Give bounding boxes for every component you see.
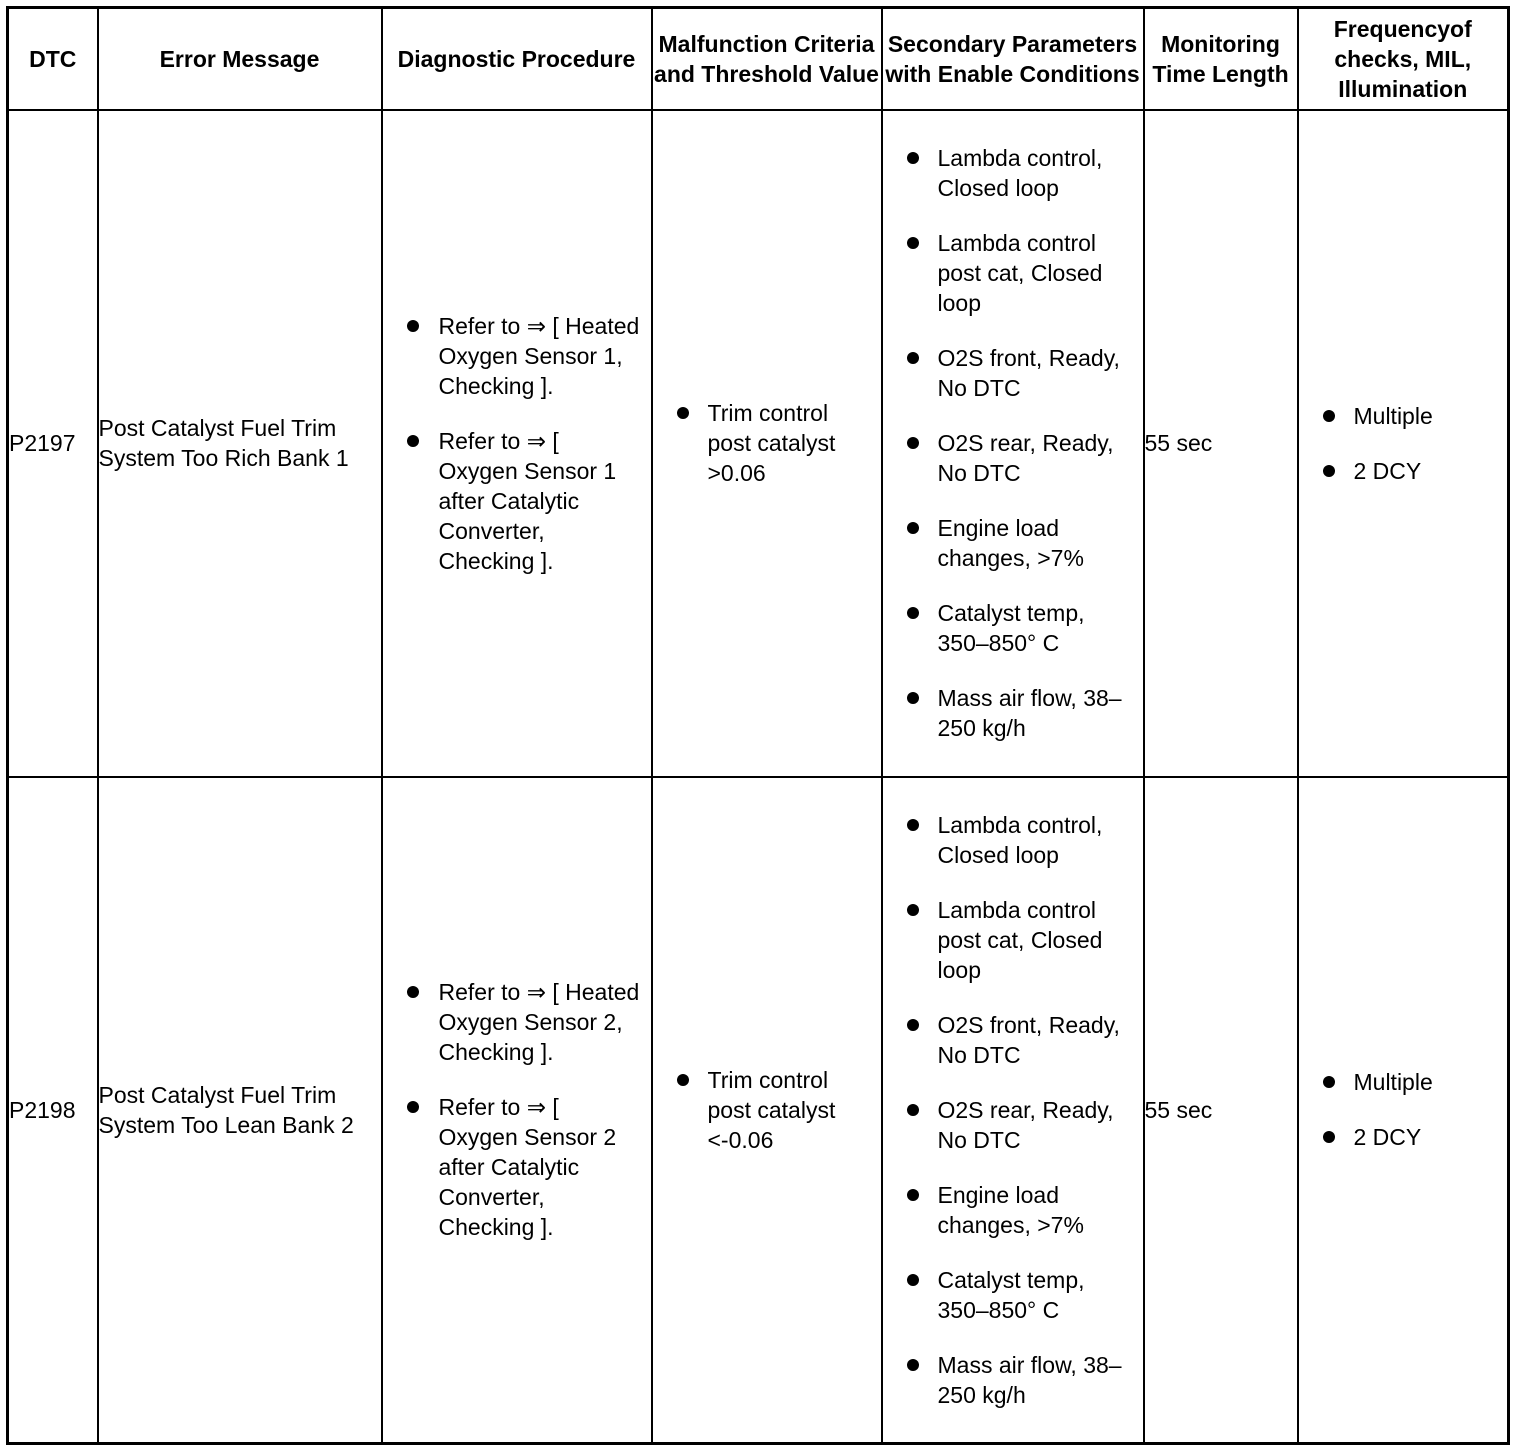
list-item xyxy=(1299,1067,1508,1097)
bullet-icon xyxy=(407,320,419,332)
bullet-icon xyxy=(1323,410,1335,422)
procedure-list xyxy=(383,977,651,1242)
frequency-text: 2 DCY xyxy=(1353,1124,1422,1151)
bullet-icon xyxy=(907,1019,919,1031)
secondary-text: Catalyst temp, 350–850° C xyxy=(937,1266,1085,1323)
list-item xyxy=(1299,1122,1508,1152)
bullet-icon xyxy=(907,437,919,449)
secondary-list xyxy=(883,143,1143,743)
list-item xyxy=(883,428,1143,488)
list-item xyxy=(883,1095,1143,1155)
secondary-text: Engine load changes, >7% xyxy=(937,1181,1084,1238)
secondary-text: Engine load changes, >7% xyxy=(937,515,1084,571)
secondary-text: O2S front, Ready, No DTC xyxy=(937,1011,1120,1068)
list-item xyxy=(883,683,1143,743)
procedure-text: Refer to ⇒ [ Oxygen Sensor 1 after Catalytic Converter, Checking ]. xyxy=(438,427,617,574)
frequency-text: Multiple xyxy=(1353,402,1433,429)
bullet-icon xyxy=(907,904,919,916)
secondary-text: Lambda control post cat, Closed loop xyxy=(937,230,1103,316)
list-item xyxy=(383,977,651,1067)
header-frequency: Frequencyof checks, MIL, Illumination xyxy=(1298,8,1509,110)
header-malfunction-criteria: Malfunction Criteria and Threshold Value xyxy=(652,8,882,110)
list-item xyxy=(883,343,1143,403)
list-item xyxy=(883,143,1143,203)
list-item xyxy=(383,426,651,576)
secondary-text: Catalyst temp, 350–850° C xyxy=(937,600,1085,656)
table-row xyxy=(8,110,1509,777)
header-row xyxy=(8,8,1509,110)
list-item xyxy=(1299,401,1508,431)
bullet-icon xyxy=(407,1101,419,1113)
monitoring-time: 55 sec xyxy=(1144,110,1298,777)
bullet-icon xyxy=(677,1074,689,1086)
list-item xyxy=(883,1350,1143,1410)
list-item xyxy=(653,398,881,488)
bullet-icon xyxy=(907,819,919,831)
bullet-icon xyxy=(1323,465,1335,477)
bullet-icon xyxy=(907,1189,919,1201)
bullet-icon xyxy=(407,435,419,447)
list-item xyxy=(883,895,1143,985)
frequency-list xyxy=(1299,401,1508,486)
frequency-list xyxy=(1299,1067,1508,1152)
list-item xyxy=(883,1180,1143,1240)
list-item xyxy=(883,1265,1143,1325)
bullet-icon xyxy=(1323,1076,1335,1088)
list-item xyxy=(383,311,651,401)
secondary-text: Lambda control, Closed loop xyxy=(937,145,1103,201)
procedure-text: Refer to ⇒ [ Heated Oxygen Sensor 1, Checking ]. xyxy=(438,312,640,399)
procedure-list xyxy=(383,311,651,576)
frequency-cell xyxy=(1298,110,1509,777)
secondary-text: Mass air flow, 38–250 kg/h xyxy=(937,1351,1122,1408)
header-diagnostic-procedure: Diagnostic Procedure xyxy=(382,8,652,110)
secondary-list xyxy=(883,810,1143,1410)
bullet-icon xyxy=(407,986,419,998)
bullet-icon xyxy=(907,237,919,249)
bullet-icon xyxy=(677,407,689,419)
header-error-message: Error Message xyxy=(98,8,382,110)
error-message: Post Catalyst Fuel Trim System Too Lean Bank 2 xyxy=(98,777,382,1444)
bullet-icon xyxy=(907,1359,919,1371)
list-item xyxy=(883,598,1143,658)
header-dtc: DTC xyxy=(8,8,98,110)
secondary-text: O2S front, Ready, No DTC xyxy=(937,345,1120,401)
secondary-text: Lambda control, Closed loop xyxy=(937,811,1103,868)
bullet-icon xyxy=(907,1274,919,1286)
list-item xyxy=(383,1092,651,1242)
diagnostic-procedure-cell xyxy=(382,777,652,1444)
malfunction-criteria-cell xyxy=(652,110,882,777)
dtc-code: P2197 xyxy=(8,110,98,777)
frequency-text: Multiple xyxy=(1353,1069,1433,1096)
list-item xyxy=(883,513,1143,573)
list-item xyxy=(883,228,1143,318)
procedure-text: Refer to ⇒ [ Oxygen Sensor 2 after Catalytic Converter, Checking ]. xyxy=(438,1094,617,1241)
list-item xyxy=(1299,456,1508,486)
malfunction-criteria-cell xyxy=(652,777,882,1444)
dtc-code: P2198 xyxy=(8,777,98,1444)
secondary-text: Lambda control post cat, Closed loop xyxy=(937,896,1103,983)
error-message: Post Catalyst Fuel Trim System Too Rich Bank 1 xyxy=(98,110,382,777)
list-item xyxy=(883,1010,1143,1070)
monitoring-time: 55 sec xyxy=(1144,777,1298,1444)
criteria-list xyxy=(653,1065,881,1155)
criteria-text: Trim control post catalyst >0.06 xyxy=(707,400,836,486)
list-item xyxy=(653,1065,881,1155)
secondary-parameters-cell xyxy=(882,777,1144,1444)
bullet-icon xyxy=(907,522,919,534)
bullet-icon xyxy=(907,152,919,164)
procedure-text: Refer to ⇒ [ Heated Oxygen Sensor 2, Checking ]. xyxy=(438,979,640,1066)
frequency-cell xyxy=(1298,777,1509,1444)
table-row xyxy=(8,777,1509,1444)
criteria-text: Trim control post catalyst <-0.06 xyxy=(707,1066,836,1153)
header-monitoring-time: Monitoring Time Length xyxy=(1144,8,1298,110)
list-item xyxy=(883,810,1143,870)
bullet-icon xyxy=(907,692,919,704)
criteria-list xyxy=(653,398,881,488)
bullet-icon xyxy=(907,1104,919,1116)
secondary-text: Mass air flow, 38–250 kg/h xyxy=(937,685,1122,741)
header-secondary-parameters: Secondary Parameters with Enable Conditions xyxy=(882,8,1144,110)
dtc-table xyxy=(6,6,1510,1445)
frequency-text: 2 DCY xyxy=(1353,457,1422,484)
secondary-text: O2S rear, Ready, No DTC xyxy=(937,1096,1114,1153)
secondary-parameters-cell xyxy=(882,110,1144,777)
bullet-icon xyxy=(907,607,919,619)
bullet-icon xyxy=(1323,1131,1335,1143)
secondary-text: O2S rear, Ready, No DTC xyxy=(937,430,1114,486)
bullet-icon xyxy=(907,352,919,364)
diagnostic-procedure-cell xyxy=(382,110,652,777)
